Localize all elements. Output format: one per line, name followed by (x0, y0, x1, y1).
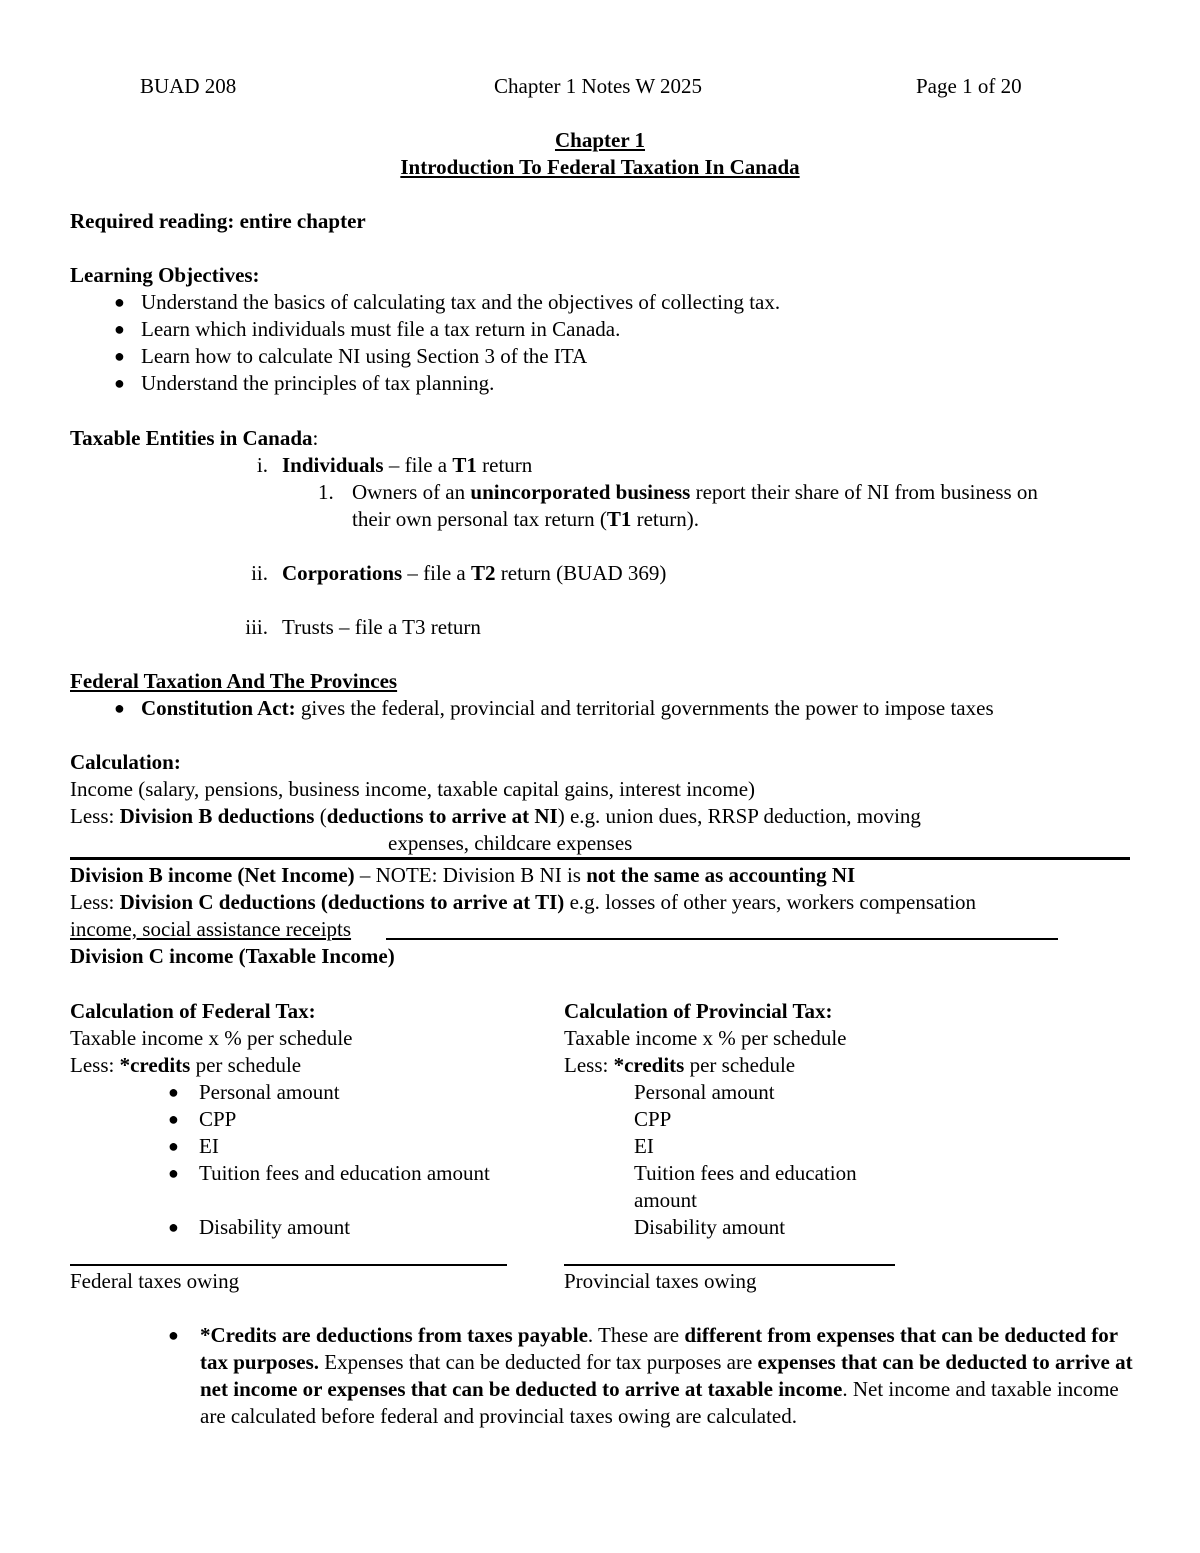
provincial-credit-item: CPP (634, 1107, 672, 1131)
objective-item: Learn which individuals must file a tax return in Canada. (141, 317, 621, 341)
calculation-heading: Calculation: (70, 750, 181, 774)
provincial-credit-item: Disability amount (634, 1215, 786, 1239)
divider-line (70, 1264, 507, 1266)
sub-item-line1: Owners of an unincorporated business report their share of NI from business on (352, 480, 1038, 504)
provincial-tax-line2: Less: *credits per schedule (564, 1053, 796, 1077)
division-b-income-line: Division B income (Net Income) – NOTE: Division B NI is not the same as accounting NI (70, 863, 856, 887)
bullet-icon: ● (168, 1163, 179, 1183)
sub-item-number: 1. (318, 480, 334, 504)
divider-line (386, 938, 1058, 940)
provincial-taxes-owing: Provincial taxes owing (564, 1269, 757, 1293)
calculation-division-c-continued: income, social assistance receipts (70, 917, 352, 941)
federal-tax-line1: Taxable income x % per schedule (70, 1026, 353, 1050)
divider-line (564, 1264, 895, 1266)
provincial-credit-item: EI (634, 1134, 654, 1158)
federal-credit-item: Disability amount (199, 1215, 351, 1239)
header-course: BUAD 208 (140, 74, 237, 98)
bullet-icon: ● (114, 292, 125, 312)
provincial-credit-item: Personal amount (634, 1080, 775, 1104)
federal-provinces-heading: Federal Taxation And The Provinces (70, 669, 398, 693)
objective-item: Understand the principles of tax planning. (141, 371, 495, 395)
constitution-act-item: Constitution Act: gives the federal, provincial and territorial governments the power to impose taxes (141, 696, 994, 720)
federal-tax-heading: Calculation of Federal Tax: (70, 999, 316, 1023)
credits-note: *Credits are deductions from taxes payable. These are different from expenses that can be deducted for tax purposes. Expenses that can be deducted for tax purposes are expenses that can be deducted to arrive at net income or expenses that can be deducted to arrive at taxable income. Net income and taxable income are calculated before federal and provincial taxes owing are calculated. (200, 1323, 1133, 1428)
bullet-icon: ● (114, 346, 125, 366)
objective-item: Understand the basics of calculating tax and the objectives of collecting tax. (141, 290, 781, 314)
header-page-number: Page 1 of 20 (916, 74, 1022, 98)
calculation-division-b-continued: expenses, childcare expenses (388, 831, 633, 855)
provincial-tax-heading: Calculation of Provincial Tax: (564, 999, 833, 1023)
entity-number: ii. (251, 561, 268, 585)
header-doc-title: Chapter 1 Notes W 2025 (494, 74, 703, 98)
federal-tax-line2: Less: *credits per schedule (70, 1053, 302, 1077)
provincial-credit-item: Tuition fees and education (634, 1161, 857, 1185)
calculation-division-b-line: Less: Division B deductions (deductions to arrive at NI) e.g. union dues, RRSP deduction, moving (70, 804, 921, 828)
federal-credit-item: CPP (199, 1107, 237, 1131)
federal-credit-item: EI (199, 1134, 219, 1158)
division-c-income-line: Division C income (Taxable Income) (70, 944, 395, 968)
taxable-entities-heading: Taxable Entities in Canada: (70, 426, 319, 450)
entity-trusts: Trusts – file a T3 return (282, 615, 481, 639)
bullet-icon: ● (114, 698, 125, 718)
learning-objectives-heading: Learning Objectives: (70, 263, 260, 287)
divider-line (70, 857, 1130, 860)
provincial-credit-item: amount (634, 1188, 697, 1212)
entity-individuals: Individuals – file a T1 return (282, 453, 533, 477)
bullet-icon: ● (168, 1217, 179, 1237)
provincial-tax-line1: Taxable income x % per schedule (564, 1026, 847, 1050)
entity-number: i. (256, 453, 268, 477)
federal-taxes-owing: Federal taxes owing (70, 1269, 240, 1293)
calculation-income-line: Income (salary, pensions, business income, taxable capital gains, interest income) (70, 777, 756, 801)
chapter-subtitle: Introduction To Federal Taxation In Canada (400, 155, 800, 179)
bullet-icon: ● (168, 1109, 179, 1129)
objective-item: Learn how to calculate NI using Section 3 of the ITA (141, 344, 588, 368)
federal-credit-item: Personal amount (199, 1080, 340, 1104)
required-reading: Required reading: entire chapter (70, 209, 366, 233)
sub-item-line2: their own personal tax return (T1 return). (352, 507, 699, 531)
bullet-icon: ● (168, 1325, 179, 1345)
bullet-icon: ● (168, 1136, 179, 1156)
bullet-icon: ● (114, 319, 125, 339)
federal-credit-item: Tuition fees and education amount (199, 1161, 490, 1185)
calculation-division-c-line: Less: Division C deductions (deductions to arrive at TI) e.g. losses of other years, workers compensation (70, 890, 977, 914)
bullet-icon: ● (168, 1082, 179, 1102)
bullet-icon: ● (114, 373, 125, 393)
chapter-title: Chapter 1 (554, 128, 646, 152)
entity-number: iii. (245, 615, 268, 639)
entity-corporations: Corporations – file a T2 return (BUAD 369) (282, 561, 667, 585)
